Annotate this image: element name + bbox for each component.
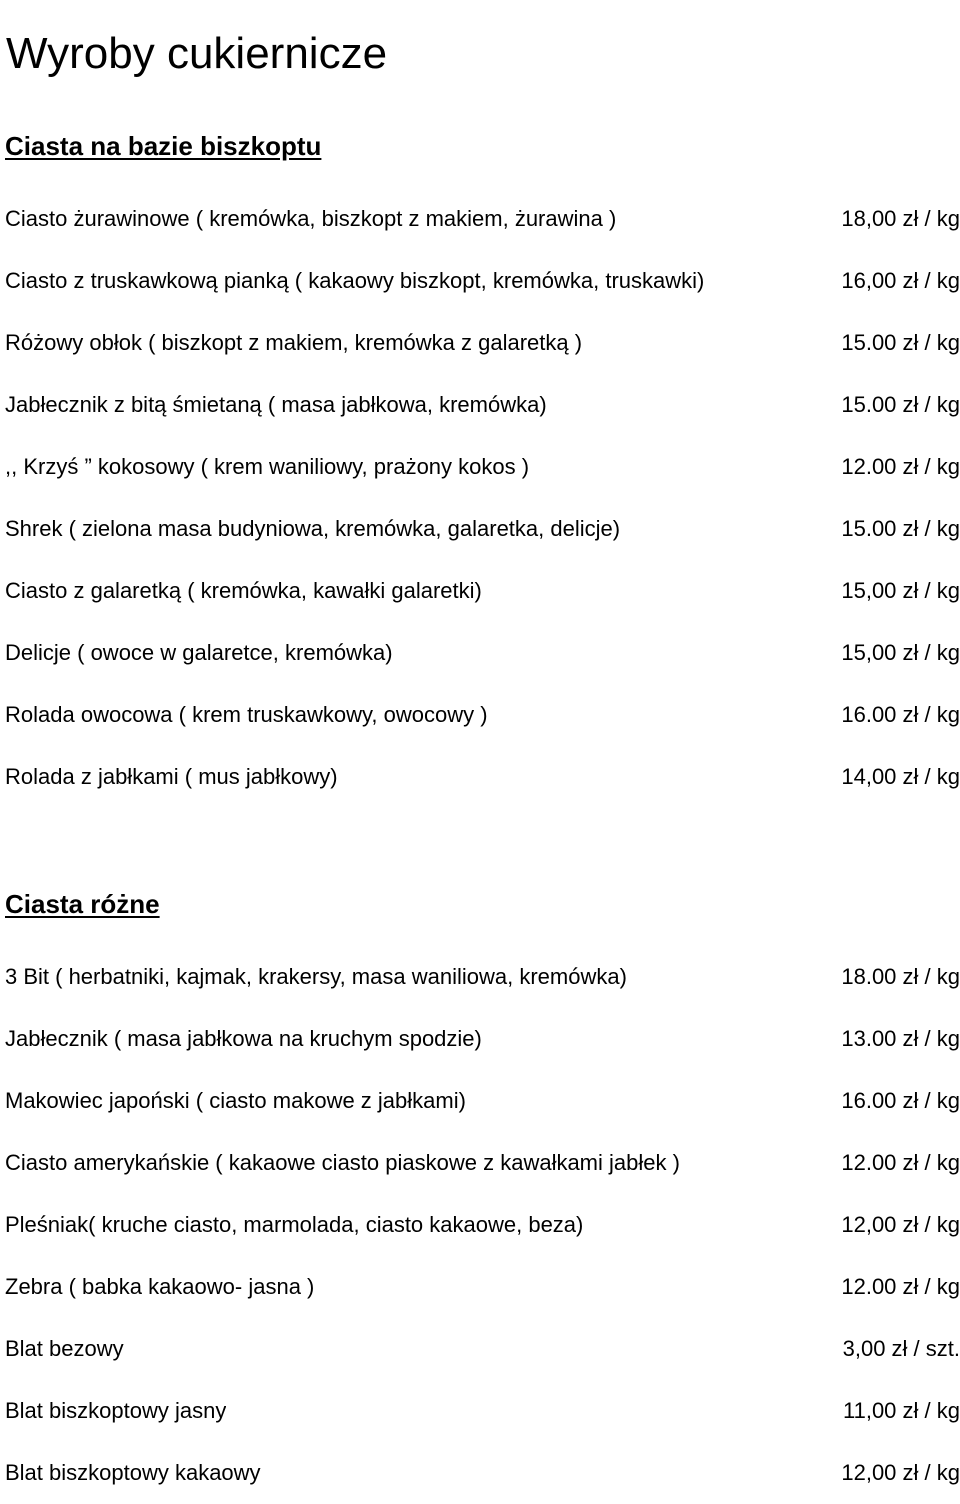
item-price: 12,00 zł / kg — [841, 1212, 960, 1237]
list-item — [0, 1256, 960, 1318]
item-name: Ciasto z truskawkową pianką ( kakaowy biszkopt, kremówka, truskawki) — [5, 268, 705, 293]
item-price: 12.00 zł / kg — [841, 1274, 960, 1299]
list-item — [0, 374, 960, 436]
item-name: Ciasto żurawinowe ( kremówka, biszkopt z makiem, żurawina ) — [5, 206, 617, 231]
item-price: 16.00 zł / kg — [841, 1088, 960, 1113]
list-item — [0, 1008, 960, 1070]
item-name: Jabłecznik z bitą śmietaną ( masa jabłkowa, kremówka) — [5, 392, 547, 417]
list-item — [0, 250, 960, 312]
item-price: 15,00 zł / kg — [841, 578, 960, 603]
item-name: Delicje ( owoce w galaretce, kremówka) — [5, 640, 393, 665]
item-price: 12,00 zł / kg — [841, 1460, 960, 1485]
section-various-cakes — [0, 884, 960, 1504]
item-price: 18.00 zł / kg — [841, 964, 960, 989]
item-name: Rolada owocowa ( krem truskawkowy, owocowy ) — [5, 702, 488, 727]
list-item — [0, 1442, 960, 1504]
list-item — [0, 188, 960, 250]
item-price: 15.00 zł / kg — [841, 330, 960, 355]
item-price: 11,00 zł / kg — [843, 1398, 960, 1423]
list-item — [0, 560, 960, 622]
list-item — [0, 946, 960, 1008]
item-price: 15.00 zł / kg — [841, 516, 960, 541]
item-name: Zebra ( babka kakaowo- jasna ) — [5, 1274, 315, 1299]
list-item — [0, 1318, 960, 1380]
list-item — [0, 1070, 960, 1132]
list-item — [0, 1132, 960, 1194]
section-biscuit-cakes — [0, 126, 960, 808]
item-name: Różowy obłok ( biszkopt z makiem, kremówka z galaretką ) — [5, 330, 583, 355]
item-name: Shrek ( zielona masa budyniowa, kremówka, galaretka, delicje) — [5, 516, 621, 541]
item-name: Blat biszkoptowy jasny — [5, 1398, 227, 1423]
item-name: Ciasto z galaretką ( kremówka, kawałki galaretki) — [5, 578, 482, 603]
item-name: ,, Krzyś ” kokosowy ( krem waniliowy, prażony kokos ) — [5, 454, 530, 479]
price-list — [0, 946, 960, 1504]
item-name: Pleśniak( kruche ciasto, marmolada, ciasto kakaowe, beza) — [5, 1212, 584, 1237]
item-price: 12.00 zł / kg — [841, 454, 960, 479]
list-item — [0, 436, 960, 498]
list-item — [0, 1380, 960, 1442]
list-item — [0, 1194, 960, 1256]
page-title: Wyroby cukiernicze — [6, 29, 388, 79]
list-item — [0, 684, 960, 746]
section-heading: Ciasta na bazie biszkoptu — [5, 131, 322, 161]
item-name: Blat bezowy — [5, 1336, 124, 1361]
item-name: Ciasto amerykańskie ( kakaowe ciasto piaskowe z kawałkami jabłek ) — [5, 1150, 680, 1175]
item-name: Rolada z jabłkami ( mus jabłkowy) — [5, 764, 338, 789]
item-name: Jabłecznik ( masa jabłkowa na kruchym spodzie) — [5, 1026, 482, 1051]
list-item — [0, 746, 960, 808]
item-name: 3 Bit ( herbatniki, kajmak, krakersy, masa waniliowa, kremówka) — [5, 964, 627, 989]
item-price: 16,00 zł / kg — [841, 268, 960, 293]
item-price: 3,00 zł / szt. — [842, 1336, 960, 1361]
item-price: 13.00 zł / kg — [841, 1026, 960, 1051]
list-item — [0, 498, 960, 560]
item-price: 12.00 zł / kg — [841, 1150, 960, 1175]
price-list — [0, 188, 960, 808]
item-name: Makowiec japoński ( ciasto makowe z jabłkami) — [5, 1088, 466, 1113]
item-price: 15,00 zł / kg — [841, 640, 960, 665]
list-item — [0, 622, 960, 684]
item-name: Blat biszkoptowy kakaowy — [5, 1460, 261, 1485]
item-price: 18,00 zł / kg — [841, 206, 960, 231]
item-price: 16.00 zł / kg — [841, 702, 960, 727]
item-price: 15.00 zł / kg — [841, 392, 960, 417]
item-price: 14,00 zł / kg — [841, 764, 960, 789]
list-item — [0, 312, 960, 374]
section-heading: Ciasta różne — [5, 889, 160, 919]
